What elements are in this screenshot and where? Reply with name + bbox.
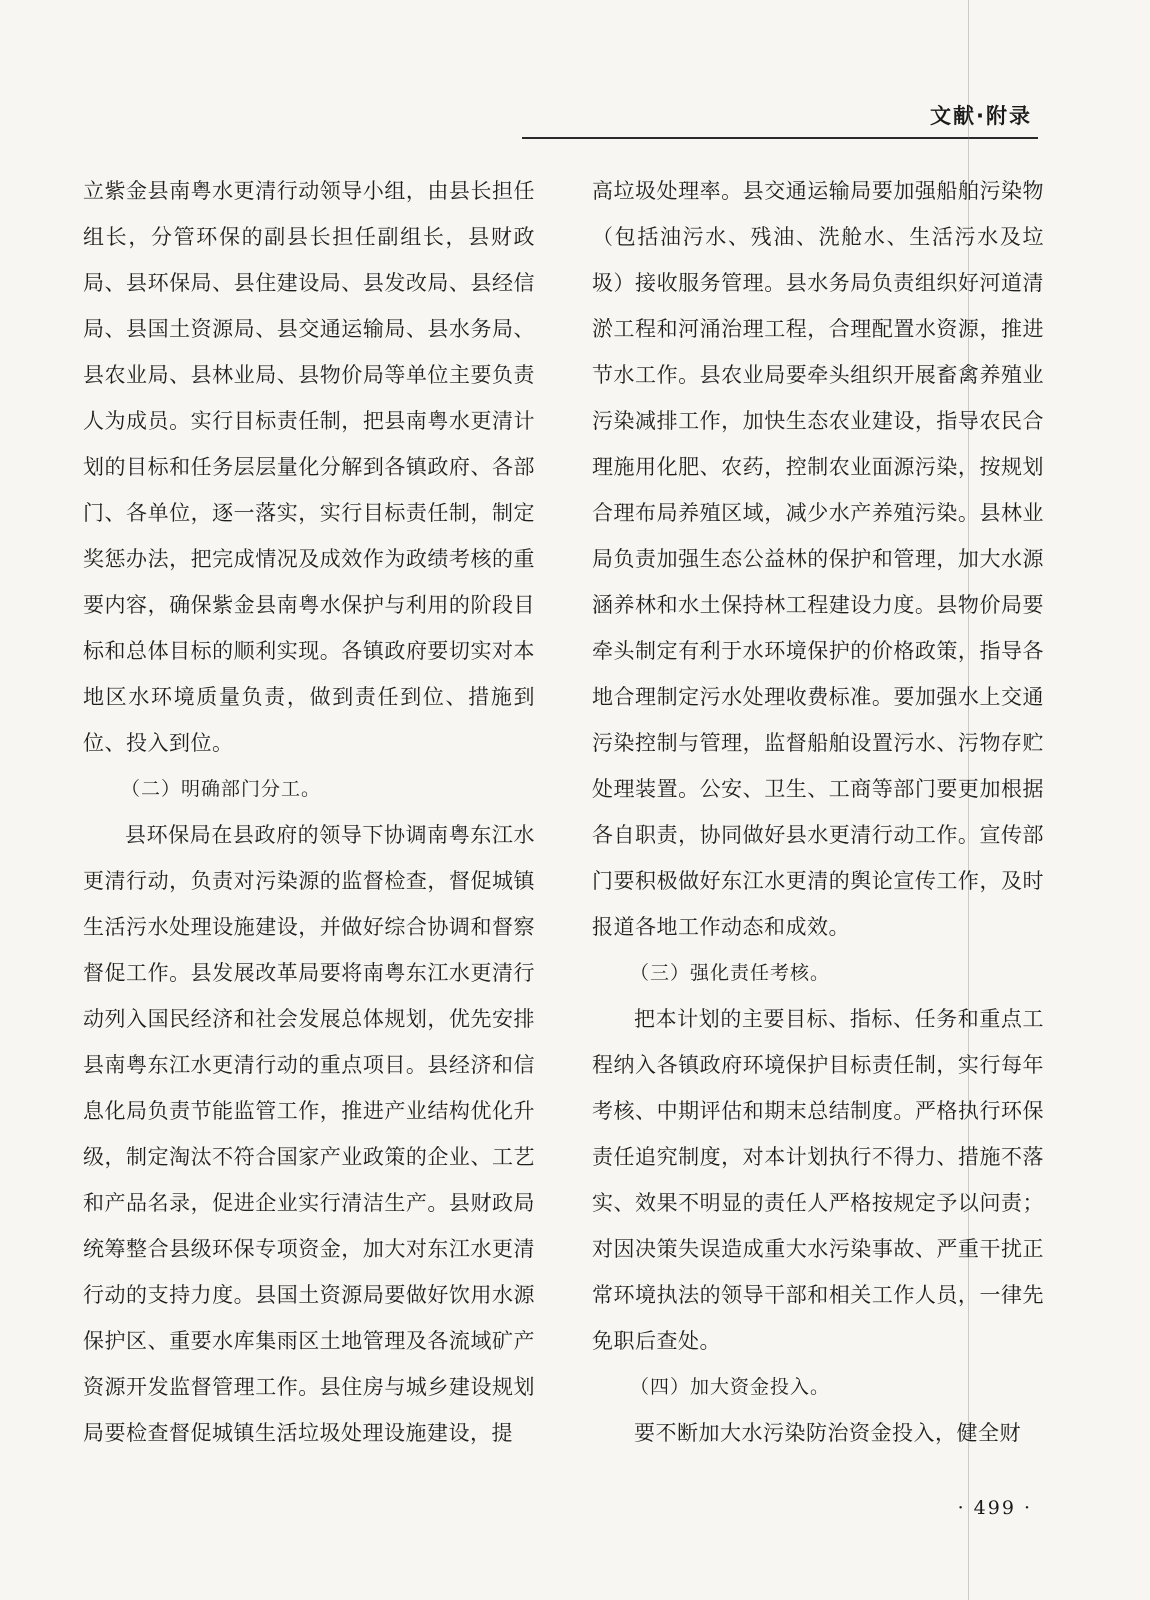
section-heading-3: （三）强化责任考核。 bbox=[630, 962, 831, 984]
right-paragraph-3: 要不断加大水污染防治资金投入，健全财 bbox=[634, 1421, 1021, 1445]
left-paragraph-2: 县环保局在县政府的领导下协调南粤东江水更清行动，负责对污染源的监督检查，督促城镇生活污水处理设施建设，并做好综合协调和督察督促工作。县发展改革局要将南粤东江水更清行动列入国民经济和社会发展总体规划，优先安排县南粤东江水更清行动的重点项目。县经济和信息化局负责节能监管工作，推进产业结构优化升级，制定淘汰不符合国家产业政策的企业、工艺和产品名录，促进企业实行清洁生产。县财政局统筹整合县级环保专项资金，加大对东江水更清行动的支持力度。县国土资源局要做好饮用水源保护区、重要水库集雨区土地管理及各流域矿产资源开发监督管理工作。县住房与城乡建设规划局要检查督促城镇生活垃圾处理设施建设，提 bbox=[83, 823, 535, 1445]
right-paragraph-1: 高垃圾处理率。县交通运输局要加强船舶污染物（包括油污水、残油、洗舱水、生活污水及垃圾）接收服务管理。县水务局负责组织好河道清淤工程和河涌治理工程，合理配置水资源，推进节水工作。县农业局要牵头组织开展畜禽养殖业污染减排工作，加快生态农业建设，指导农民合理施用化肥、农药，控制农业面源污染，按规划合理布局养殖区域，减少水产养殖污染。县林业局负责加强生态公益林的保护和管理，加大水源涵养林和水土保持林工程建设力度。县物价局要牵头制定有利于水环境保护的价格政策，指导各地合理制定污水处理收费标准。要加强水上交通污染控制与管理，监督船舶设置污水、污物存贮处理装置。公安、卫生、工商等部门要更加根据各自职责，协同做好县水更清行动工作。宣传部门要积极做好东江水更清的舆论宣传工作，及时报道各地工作动态和成效。 bbox=[592, 179, 1044, 939]
header-rule bbox=[522, 137, 1038, 139]
left-paragraph-1: 立紫金县南粤水更清行动领导小组，由县长担任组长，分管环保的副县长担任副组长，县财政局、县环保局、县住建设局、县发改局、县经信局、县国土资源局、县交通运输局、县水务局、县农业局、县林业局、县物价局等单位主要负责人为成员。实行目标责任制，把县南粤水更清计划的目标和任务层层量化分解到各镇政府、各部门、各单位，逐一落实，实行目标责任制，制定奖惩办法，把完成情况及成效作为政绩考核的重要内容，确保紫金县南粤水保护与利用的阶段目标和总体目标的顺利实现。各镇政府要切实对本地区水环境质量负责，做到责任到位、措施到位、投入到位。 bbox=[83, 179, 535, 755]
left-column bbox=[83, 168, 535, 1456]
right-column bbox=[592, 168, 1044, 1456]
running-header-title: 文献·附录 bbox=[930, 104, 1032, 128]
section-heading-2: （二）明确部门分工。 bbox=[121, 778, 322, 800]
right-paragraph-2: 把本计划的主要目标、指标、任务和重点工程纳入各镇政府环境保护目标责任制，实行每年考核、中期评估和期末总结制度。严格执行环保责任追究制度，对本计划执行不得力、措施不落实、效果不明显的责任人严格按规定予以问责；对因决策失误造成重大水污染事故、严重干扰正常环境执法的领导干部和相关工作人员，一律先免职后查处。 bbox=[592, 1007, 1044, 1353]
section-heading-4: （四）加大资金投入。 bbox=[630, 1376, 831, 1398]
page-number: · 499 · bbox=[957, 1497, 1032, 1519]
